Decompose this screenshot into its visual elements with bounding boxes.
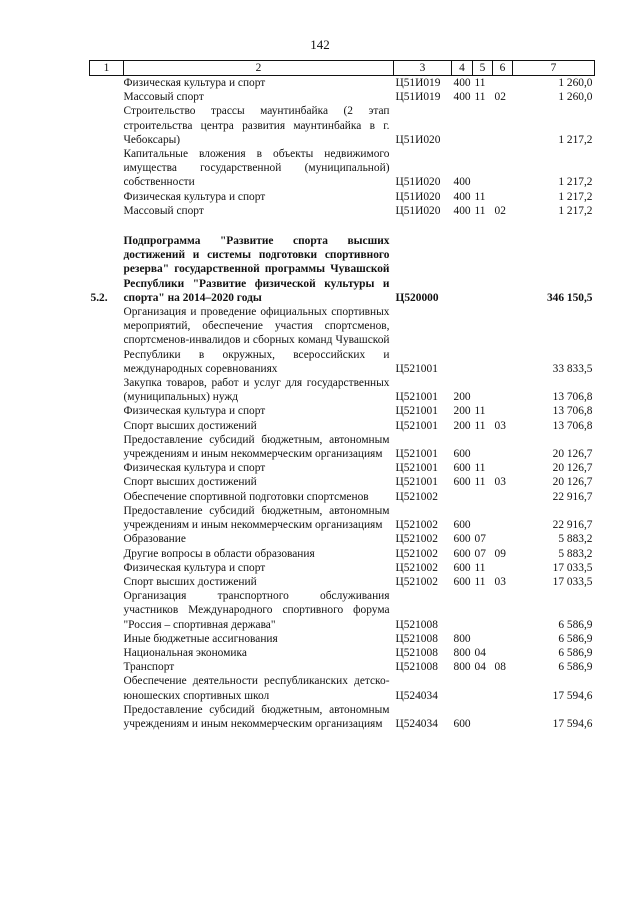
row-number bbox=[90, 646, 124, 660]
row-number: 5.2. bbox=[90, 291, 108, 304]
section-code: 11 bbox=[474, 91, 486, 104]
expense-type: 600 bbox=[453, 476, 471, 489]
target-code: Ц521008 bbox=[395, 618, 438, 631]
table-row bbox=[90, 234, 595, 305]
subsection-code: 03 bbox=[494, 575, 506, 588]
row-number bbox=[90, 561, 124, 575]
section-code bbox=[473, 234, 493, 305]
expense-type: 600 bbox=[453, 547, 471, 560]
table-row bbox=[90, 305, 595, 376]
amount: 346 150,5 bbox=[546, 291, 593, 304]
subsection-code: 08 bbox=[494, 661, 506, 674]
amount: 6 586,9 bbox=[558, 632, 593, 645]
expense-type: 600 bbox=[453, 448, 471, 461]
amount: 6 586,9 bbox=[558, 618, 593, 631]
subsection-code bbox=[493, 490, 513, 504]
table-row bbox=[90, 461, 595, 475]
row-number bbox=[90, 547, 124, 561]
row-name: Другие вопросы в области образования bbox=[123, 547, 315, 560]
section-code: 04 bbox=[474, 646, 486, 659]
row-name: Массовый спорт bbox=[123, 91, 204, 104]
target-code: Ц521001 bbox=[395, 362, 438, 375]
row-name: Спорт высших достижений bbox=[123, 476, 257, 489]
section-code bbox=[473, 674, 493, 702]
section-code bbox=[473, 433, 493, 461]
row-number bbox=[90, 90, 124, 104]
section-code: 07 bbox=[474, 547, 486, 560]
subsection-code bbox=[493, 404, 513, 418]
target-code: Ц521001 bbox=[395, 476, 438, 489]
expense-type bbox=[452, 490, 473, 504]
row-name: Физическая культура и спорт bbox=[123, 405, 266, 418]
table-row bbox=[90, 547, 595, 561]
target-code: Ц521001 bbox=[395, 419, 438, 432]
row-name: Обеспечение деятельности республиканских детско-юношеских спортивных школ bbox=[123, 675, 390, 702]
expense-type: 800 bbox=[453, 632, 471, 645]
table-row bbox=[90, 419, 595, 433]
row-number bbox=[90, 76, 124, 91]
row-name: Иные бюджетные ассигнования bbox=[123, 632, 278, 645]
row-name: Закупка товаров, работ и услуг для государственных (муниципальных) нужд bbox=[123, 377, 390, 404]
target-code: Ц51И020 bbox=[395, 133, 441, 146]
table-row bbox=[90, 589, 595, 632]
row-number bbox=[90, 703, 124, 731]
row-number bbox=[90, 575, 124, 589]
subsection-code bbox=[493, 646, 513, 660]
table-row bbox=[90, 404, 595, 418]
target-code: Ц521002 bbox=[395, 519, 438, 532]
row-number bbox=[90, 404, 124, 418]
row-name: Образование bbox=[123, 533, 186, 546]
spacer-cell bbox=[90, 218, 595, 234]
expense-type: 800 bbox=[453, 661, 471, 674]
target-code: Ц521002 bbox=[395, 575, 438, 588]
expense-type: 200 bbox=[453, 405, 471, 418]
subsection-code bbox=[493, 190, 513, 204]
section-code bbox=[473, 305, 493, 376]
table-row bbox=[90, 90, 595, 104]
table-row bbox=[90, 575, 595, 589]
table-row bbox=[90, 646, 595, 660]
subsection-code bbox=[493, 561, 513, 575]
row-number bbox=[90, 433, 124, 461]
target-code: Ц521002 bbox=[395, 561, 438, 574]
section-code: 11 bbox=[474, 419, 486, 432]
target-code: Ц51И020 bbox=[395, 190, 441, 203]
subsection-code bbox=[493, 234, 513, 305]
section-code bbox=[473, 104, 493, 147]
column-header: 4 bbox=[452, 61, 473, 76]
target-code: Ц524034 bbox=[395, 689, 438, 702]
row-spacer bbox=[90, 218, 595, 234]
row-name: Физическая культура и спорт bbox=[123, 77, 266, 89]
row-number bbox=[90, 147, 124, 190]
row-name: Национальная экономика bbox=[123, 646, 247, 659]
subsection-code bbox=[493, 104, 513, 147]
table-row bbox=[90, 490, 595, 504]
target-code: Ц51И020 bbox=[395, 176, 441, 189]
subsection-code bbox=[493, 504, 513, 532]
row-name: Капитальные вложения в объекты недвижимого имущества государственной (муниципальной) собственности bbox=[123, 148, 390, 189]
amount: 22 916,7 bbox=[552, 519, 593, 532]
table-row bbox=[90, 632, 595, 646]
row-number bbox=[90, 419, 124, 433]
table-row bbox=[90, 475, 595, 489]
section-code: 07 bbox=[474, 533, 486, 546]
target-code: Ц521008 bbox=[395, 632, 438, 645]
row-name: Подпрограмма "Развитие спорта высших достижений и системы подготовки спортивного резерва" государственной программы Чувашской Республики "Развитие физической культуры и спорта" на 2014–2020 годы bbox=[123, 235, 390, 304]
row-number bbox=[90, 104, 124, 147]
table-row bbox=[90, 660, 595, 674]
row-name: Спорт высших достижений bbox=[123, 419, 257, 432]
section-code: 11 bbox=[474, 476, 486, 489]
column-header: 3 bbox=[394, 61, 452, 76]
column-header: 5 bbox=[473, 61, 493, 76]
amount: 20 126,7 bbox=[552, 448, 593, 461]
amount: 17 594,6 bbox=[552, 717, 593, 730]
row-number bbox=[90, 660, 124, 674]
section-code: 11 bbox=[474, 462, 486, 475]
column-header: 6 bbox=[493, 61, 513, 76]
target-code: Ц51И019 bbox=[395, 77, 441, 89]
row-number bbox=[90, 461, 124, 475]
budget-sheet bbox=[89, 60, 594, 731]
column-header: 2 bbox=[124, 61, 394, 76]
subsection-code: 02 bbox=[494, 204, 506, 217]
amount: 20 126,7 bbox=[552, 476, 593, 489]
expense-type bbox=[452, 674, 473, 702]
section-code bbox=[473, 632, 493, 646]
amount: 17 033,5 bbox=[552, 575, 593, 588]
amount: 13 706,8 bbox=[552, 391, 593, 404]
table-row bbox=[90, 104, 595, 147]
amount: 13 706,8 bbox=[552, 405, 593, 418]
row-name: Массовый спорт bbox=[123, 204, 204, 217]
amount: 1 260,0 bbox=[558, 91, 593, 104]
target-code: Ц521001 bbox=[395, 448, 438, 461]
subsection-code bbox=[493, 305, 513, 376]
subsection-code bbox=[493, 76, 513, 91]
column-header: 1 bbox=[90, 61, 124, 76]
expense-type: 600 bbox=[453, 717, 471, 730]
row-name: Физическая культура и спорт bbox=[123, 462, 266, 475]
expense-type bbox=[452, 234, 473, 305]
target-code: Ц521001 bbox=[395, 405, 438, 418]
expense-type: 400 bbox=[453, 176, 471, 189]
amount: 20 126,7 bbox=[552, 462, 593, 475]
expense-type: 800 bbox=[453, 646, 471, 659]
subsection-code bbox=[493, 674, 513, 702]
amount: 33 833,5 bbox=[552, 362, 593, 375]
row-number bbox=[90, 532, 124, 546]
target-code: Ц51И020 bbox=[395, 204, 441, 217]
section-code bbox=[473, 490, 493, 504]
table-row bbox=[90, 674, 595, 702]
target-code: Ц521008 bbox=[395, 661, 438, 674]
subsection-code: 03 bbox=[494, 476, 506, 489]
row-name: Физическая культура и спорт bbox=[123, 561, 266, 574]
row-number bbox=[90, 475, 124, 489]
row-name: Организация транспортного обслуживания участников Международного спортивного форума "Россия – спортивная держава" bbox=[123, 590, 390, 631]
row-number bbox=[90, 490, 124, 504]
section-code: 11 bbox=[474, 575, 486, 588]
section-code: 11 bbox=[474, 561, 486, 574]
expense-type: 200 bbox=[453, 391, 471, 404]
expense-type bbox=[452, 104, 473, 147]
subsection-code bbox=[493, 433, 513, 461]
section-code bbox=[473, 703, 493, 731]
table-row bbox=[90, 204, 595, 218]
amount: 1 217,2 bbox=[558, 176, 593, 189]
amount: 1 217,2 bbox=[558, 204, 593, 217]
budget-table bbox=[89, 60, 595, 731]
row-name: Спорт высших достижений bbox=[123, 575, 257, 588]
table-row bbox=[90, 504, 595, 532]
row-name: Физическая культура и спорт bbox=[123, 190, 266, 203]
section-code bbox=[473, 504, 493, 532]
amount: 17 594,6 bbox=[552, 689, 593, 702]
expense-type bbox=[452, 589, 473, 632]
column-number-row bbox=[90, 61, 595, 76]
target-code: Ц520000 bbox=[395, 291, 439, 304]
amount: 1 217,2 bbox=[558, 190, 593, 203]
target-code: Ц521001 bbox=[395, 391, 438, 404]
row-name: Транспорт bbox=[123, 661, 175, 674]
section-code: 04 bbox=[474, 661, 486, 674]
amount: 1 260,0 bbox=[558, 77, 593, 89]
table-row bbox=[90, 433, 595, 461]
table-row bbox=[90, 190, 595, 204]
subsection-code bbox=[493, 632, 513, 646]
table-row bbox=[90, 147, 595, 190]
subsection-code bbox=[493, 147, 513, 190]
amount: 1 217,2 bbox=[558, 133, 593, 146]
amount: 22 916,7 bbox=[552, 490, 593, 503]
row-name: Предоставление субсидий бюджетным, автономным учреждениям и иным некоммерческим организациям bbox=[123, 703, 390, 730]
amount: 6 586,9 bbox=[558, 661, 593, 674]
section-code: 11 bbox=[474, 405, 486, 418]
subsection-code bbox=[493, 461, 513, 475]
row-number bbox=[90, 190, 124, 204]
expense-type: 400 bbox=[453, 190, 471, 203]
subsection-code bbox=[493, 376, 513, 404]
subsection-code bbox=[493, 703, 513, 731]
row-number bbox=[90, 204, 124, 218]
target-code: Ц51И019 bbox=[395, 91, 441, 104]
expense-type: 600 bbox=[453, 561, 471, 574]
expense-type: 600 bbox=[453, 462, 471, 475]
target-code: Ц521001 bbox=[395, 462, 438, 475]
amount: 17 033,5 bbox=[552, 561, 593, 574]
subsection-code bbox=[493, 589, 513, 632]
table-body bbox=[90, 76, 595, 732]
target-code: Ц521002 bbox=[395, 490, 438, 503]
page-number: 142 bbox=[310, 37, 330, 52]
subsection-code: 09 bbox=[494, 547, 506, 560]
section-code bbox=[473, 376, 493, 404]
expense-type: 600 bbox=[453, 575, 471, 588]
row-name: Обеспечение спортивной подготовки спортсменов bbox=[123, 490, 369, 503]
row-number bbox=[90, 674, 124, 702]
expense-type bbox=[452, 305, 473, 376]
expense-type: 600 bbox=[453, 533, 471, 546]
row-name: Предоставление субсидий бюджетным, автономным учреждениям и иным некоммерческим организациям bbox=[123, 433, 390, 461]
row-number bbox=[90, 504, 124, 532]
expense-type: 400 bbox=[453, 77, 471, 89]
row-name: Предоставление субсидий бюджетным, автономным учреждениям и иным некоммерческим организациям bbox=[123, 504, 390, 532]
table-row bbox=[90, 532, 595, 546]
expense-type: 600 bbox=[453, 519, 471, 532]
target-code: Ц521002 bbox=[395, 533, 438, 546]
column-header: 7 bbox=[513, 61, 595, 76]
target-code: Ц521002 bbox=[395, 547, 438, 560]
subsection-code: 03 bbox=[494, 419, 506, 432]
table-row bbox=[90, 76, 595, 91]
amount: 5 883,2 bbox=[558, 533, 593, 546]
row-number bbox=[90, 305, 124, 376]
amount: 5 883,2 bbox=[558, 547, 593, 560]
section-code bbox=[473, 147, 493, 190]
table-header bbox=[90, 61, 595, 76]
table-row bbox=[90, 376, 595, 404]
expense-type: 200 bbox=[453, 419, 471, 432]
section-code: 11 bbox=[474, 77, 486, 89]
row-number bbox=[90, 632, 124, 646]
row-name: Организация и проведение официальных спортивных мероприятий, обеспечение участия спортсменов, спортсменов-инвалидов и сборных команд Чувашской Республики в окружных, всероссийских и международных соревнованиях bbox=[123, 306, 390, 375]
expense-type: 400 bbox=[453, 204, 471, 217]
subsection-code bbox=[493, 532, 513, 546]
table-row bbox=[90, 561, 595, 575]
row-number bbox=[90, 376, 124, 404]
row-name: Строительство трассы маунтинбайка (2 этап строительства центра развития маунтинбайка в г. Чебоксары) bbox=[123, 105, 390, 146]
row-number bbox=[90, 589, 124, 632]
section-code: 11 bbox=[474, 190, 486, 203]
amount: 13 706,8 bbox=[552, 419, 593, 432]
expense-type: 400 bbox=[453, 91, 471, 104]
target-code: Ц521008 bbox=[395, 646, 438, 659]
target-code: Ц524034 bbox=[395, 717, 438, 730]
section-code bbox=[473, 589, 493, 632]
subsection-code: 02 bbox=[494, 91, 506, 104]
section-code: 11 bbox=[474, 204, 486, 217]
amount: 6 586,9 bbox=[558, 646, 593, 659]
table-row bbox=[90, 703, 595, 731]
